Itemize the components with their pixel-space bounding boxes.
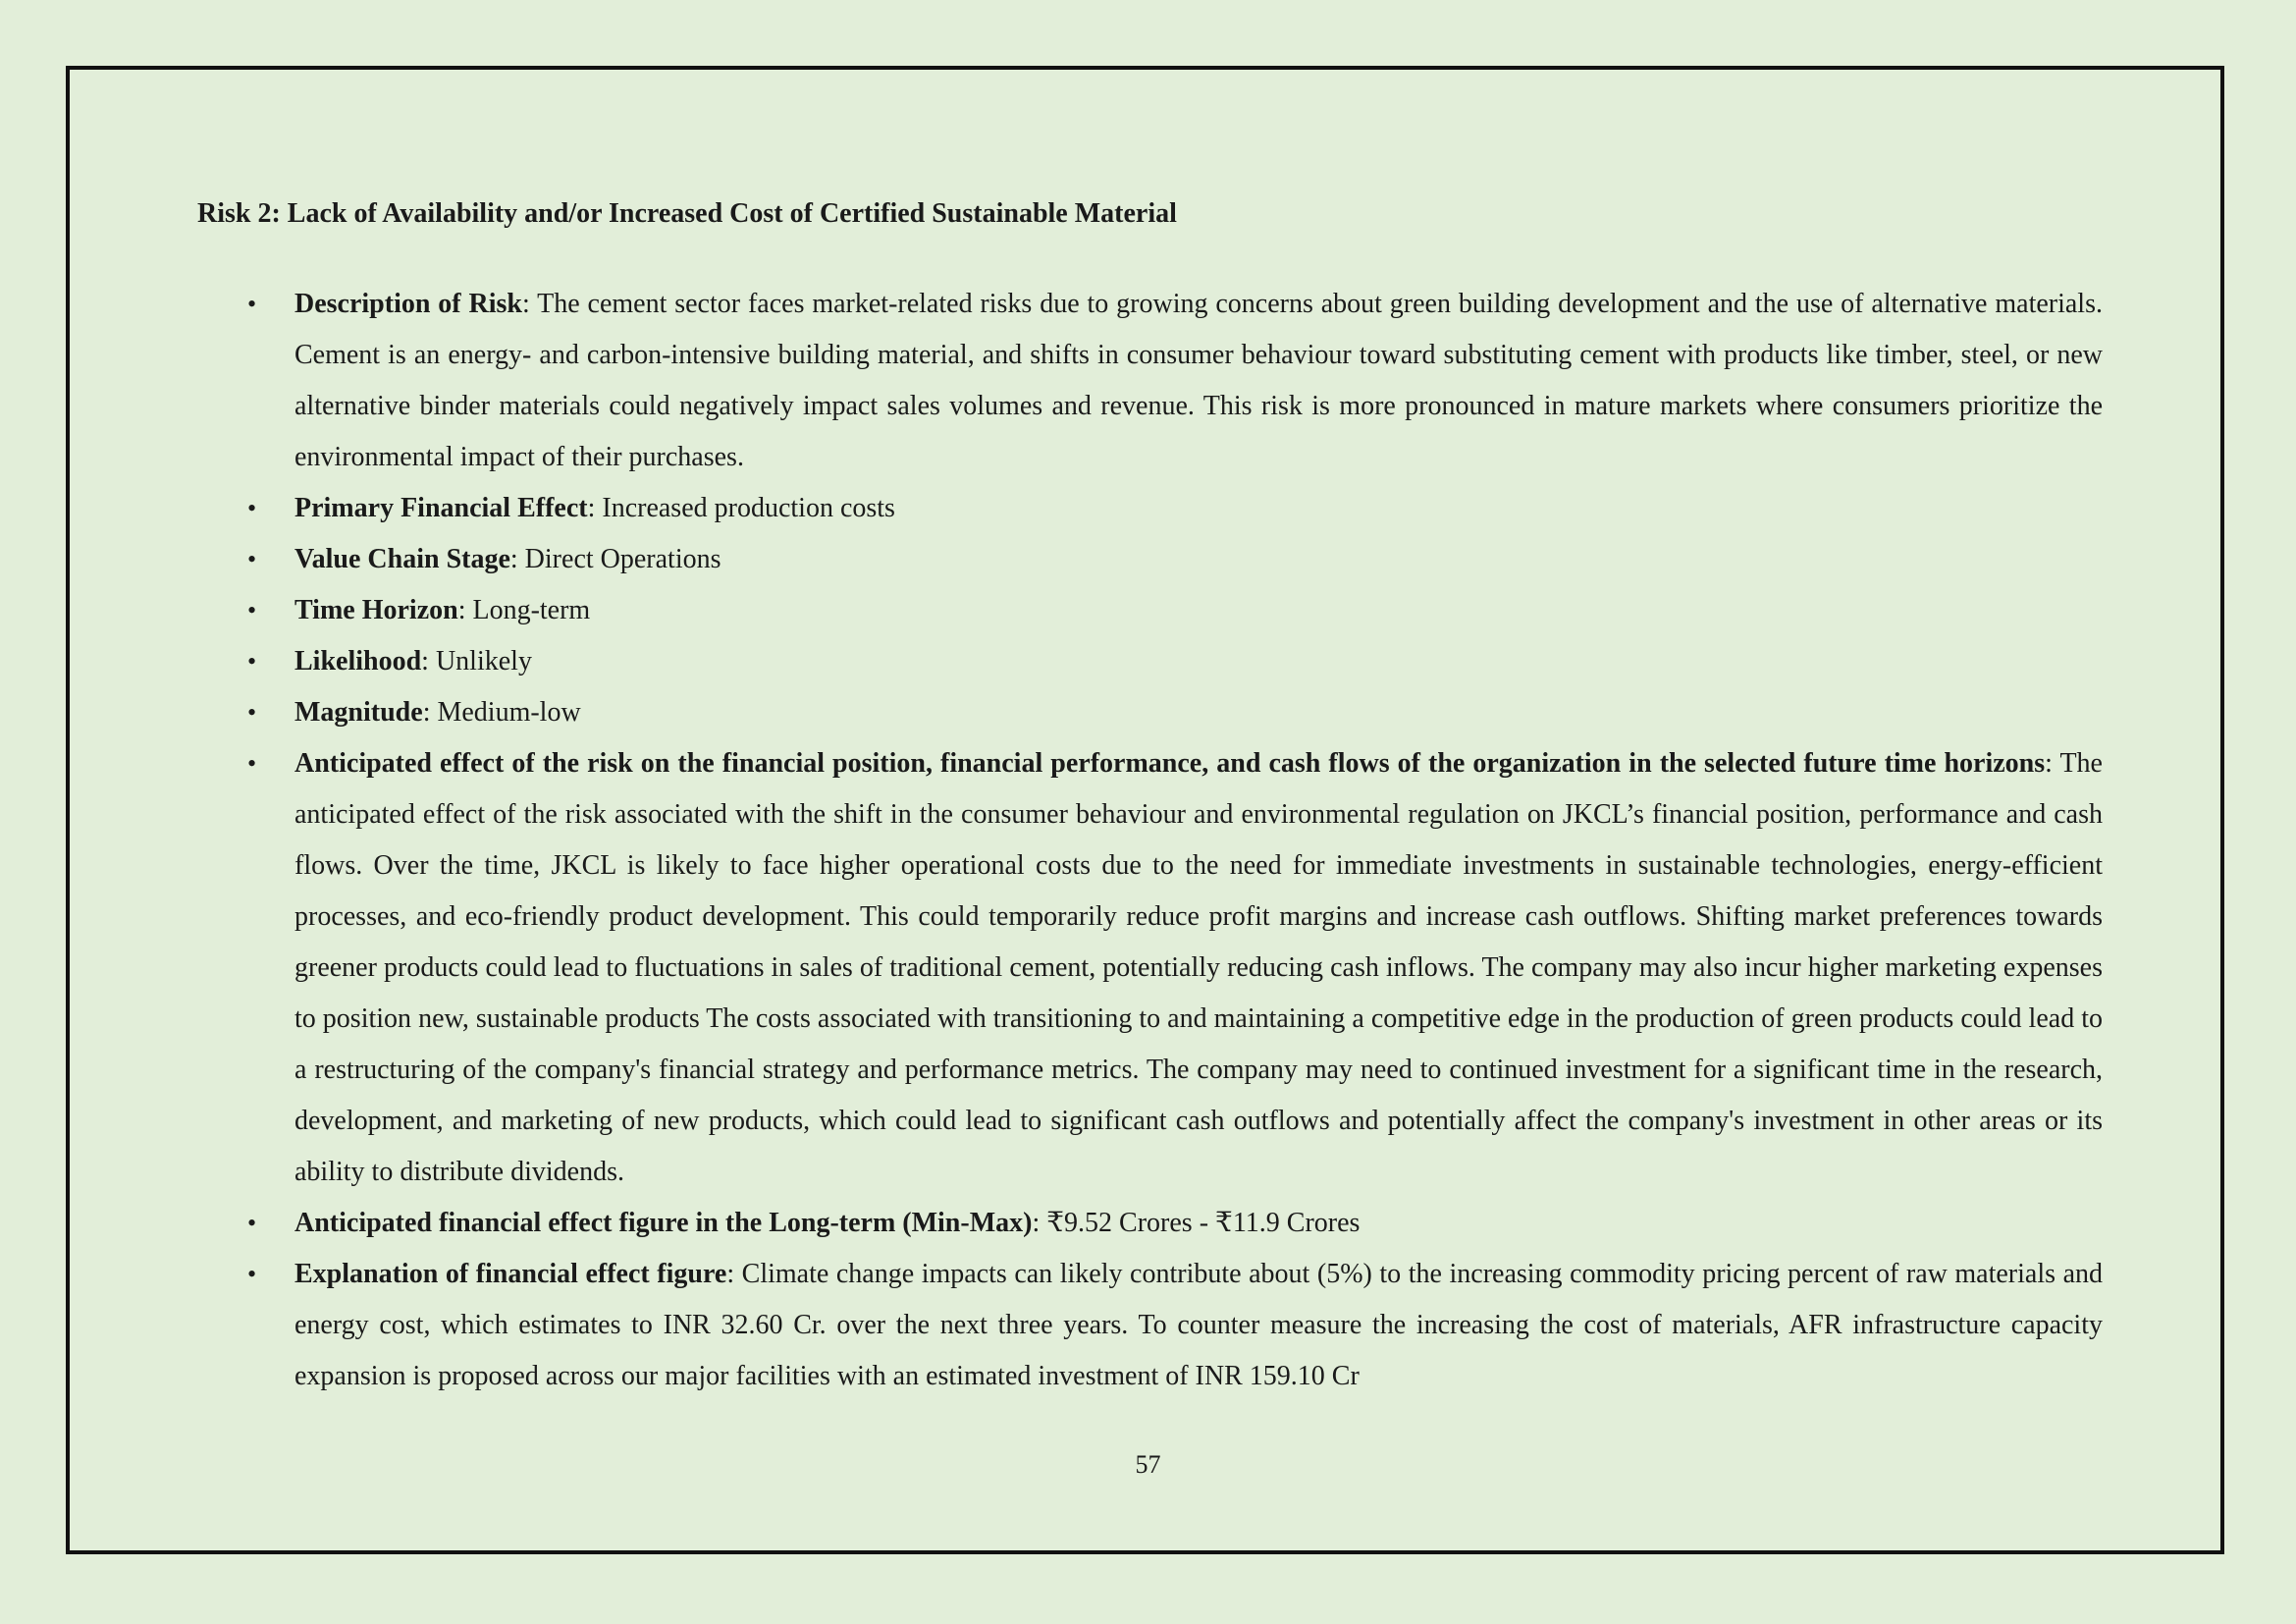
item-label: Anticipated effect of the risk on the financial position, financial performance, and cash flows of the organization in the selected future time horizons bbox=[294, 748, 2046, 779]
item-text: : Climate change impacts can likely contribute about (5%) to the increasing commodity pricing percent of raw materials and energy cost, which estimates to INR 32.60 Cr. over the next three years. To counter measure the increasing the cost of materials, AFR infrastructure capacity expansion is proposed across our major facilities with an estimated investment of INR 159.10 Cr bbox=[294, 1259, 2103, 1391]
bullet-icon: • bbox=[247, 1260, 257, 1288]
item-text: : Increased production costs bbox=[587, 493, 895, 523]
list-item-explanation bbox=[247, 1249, 2103, 1402]
bullet-icon: • bbox=[247, 545, 257, 573]
bullet-icon: • bbox=[247, 647, 257, 676]
item-text: : The cement sector faces market-related risks due to growing concerns about green building development and the use of alternative materials. Cement is an energy- and carbon-intensive building material, and shifts in consumer behaviour toward substituting cement with products like timber, steel, or new alternative binder materials could negatively impact sales volumes and revenue. This risk is more pronounced in mature markets where consumers prioritize the environmental impact of their purchases. bbox=[294, 289, 2103, 472]
item-text: : The anticipated effect of the risk associated with the shift in the consumer behaviour and environmental regulation on JKCL’s financial position, performance and cash flows. Over the time, JKCL is likely to face higher operational costs due to the need for immediate investments in sustainable technologies, energy-efficient processes, and eco-friendly product development. This could temporarily reduce profit margins and increase cash outflows. Shifting market preferences towards greener products could lead to fluctuations in sales of traditional cement, potentially reducing cash inflows. The company may also incur higher marketing expenses to position new, sustainable products The costs associated with transitioning to and maintaining a competitive edge in the production of green products could lead to a restructuring of the company's financial strategy and performance metrics. The company may need to continued investment for a significant time in the research, development, and marketing of new products, which could lead to significant cash outflows and potentially affect the company's investment in other areas or its ability to distribute dividends. bbox=[294, 748, 2103, 1187]
item-label: Anticipated financial effect figure in the Long-term (Min-Max) bbox=[294, 1208, 1033, 1238]
item-text: : Unlikely bbox=[421, 646, 532, 677]
list-item-description bbox=[247, 279, 2103, 483]
list-item-time-horizon bbox=[247, 585, 2103, 636]
item-label: Value Chain Stage bbox=[294, 544, 510, 574]
item-text: : ₹9.52 Crores - ₹11.9 Crores bbox=[1032, 1208, 1361, 1238]
risk-details-list bbox=[247, 279, 2103, 1402]
item-label: Explanation of financial effect figure bbox=[294, 1259, 727, 1289]
item-label: Magnitude bbox=[294, 697, 423, 728]
item-text: : Medium-low bbox=[422, 697, 581, 728]
bullet-icon: • bbox=[247, 698, 257, 727]
list-item-financial-effect-figure bbox=[247, 1198, 2103, 1249]
bullet-icon: • bbox=[247, 494, 257, 522]
item-label: Time Horizon bbox=[294, 595, 458, 625]
bullet-icon: • bbox=[247, 290, 257, 318]
list-item-primary-financial-effect bbox=[247, 483, 2103, 534]
bullet-icon: • bbox=[247, 749, 257, 778]
list-item-value-chain-stage bbox=[247, 534, 2103, 585]
risk-heading: Risk 2: Lack of Availability and/or Increased Cost of Certified Sustainable Material bbox=[197, 198, 1177, 229]
item-label: Likelihood bbox=[294, 646, 422, 677]
item-label: Description of Risk bbox=[294, 289, 522, 319]
item-text: : Direct Operations bbox=[509, 544, 721, 574]
bullet-icon: • bbox=[247, 596, 257, 624]
list-item-anticipated-effect bbox=[247, 738, 2103, 1198]
item-text: : Long-term bbox=[457, 595, 591, 625]
list-item-magnitude bbox=[247, 687, 2103, 738]
item-label: Primary Financial Effect bbox=[294, 493, 588, 523]
page-number: 57 bbox=[1135, 1450, 1161, 1479]
list-item-likelihood bbox=[247, 636, 2103, 687]
bullet-icon: • bbox=[247, 1209, 257, 1237]
